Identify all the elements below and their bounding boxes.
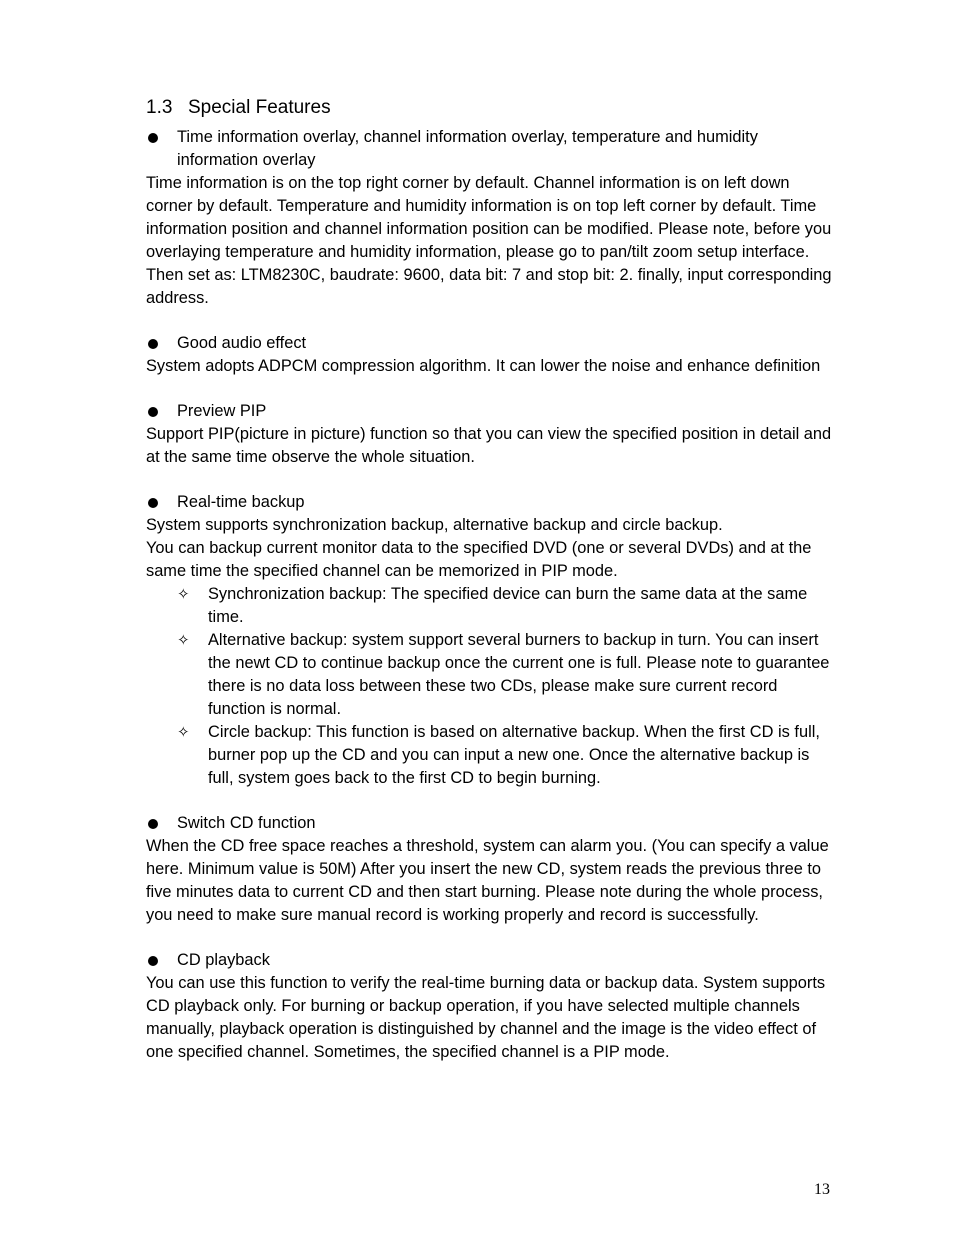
feature-description: System adopts ADPCM compression algorithm. It can lower the noise and enhance definition	[146, 357, 821, 375]
section-title: Special Features	[188, 97, 331, 118]
feature-bullet	[146, 400, 836, 423]
feature-description: System supports synchronization backup, alternative backup and circle backup.	[146, 516, 723, 534]
page-number: 13	[814, 1181, 830, 1198]
four-point-star-icon: ✧	[177, 585, 190, 603]
feature-description: You can backup current monitor data to the specified DVD (one or several DVDs) and at the same time the specified channel can be memorized in PIP mode.	[146, 539, 812, 580]
section-number: 1.3	[146, 97, 173, 118]
feature-bullet	[146, 949, 836, 972]
four-point-star-icon: ✧	[177, 631, 190, 649]
feature-bullet	[146, 812, 836, 835]
feature-title: Preview PIP	[177, 402, 267, 420]
feature-title: CD playback	[177, 951, 270, 969]
backup-subitem	[146, 583, 836, 629]
subitem-text: Synchronization backup: The specified device can burn the same data at the same time.	[208, 585, 808, 626]
feature-title: Real-time backup	[177, 493, 305, 511]
feature-bullet	[146, 126, 836, 172]
subitem-text: Circle backup: This function is based on alternative backup. When the first CD is full, burner pop up the CD and you can input a new one. Once the alternative backup is full, system goes back to the first CD to begin burning.	[208, 723, 820, 787]
bullet-icon	[148, 956, 158, 966]
feature-title: Switch CD function	[177, 814, 316, 832]
bullet-icon	[148, 498, 158, 508]
feature-description: You can use this function to verify the real-time burning data or backup data. System supports CD playback only. For burning or backup operation, if you have selected multiple channels manually, playback operation is distinguished by channel and the image is the video effect of one specified channel. Sometimes, the specified channel is a PIP mode.	[146, 974, 826, 1061]
bullet-icon	[148, 339, 158, 349]
section-heading	[146, 96, 836, 120]
feature-description: Support PIP(picture in picture) function so that you can view the specified position in detail and at the same time observe the whole situation.	[146, 425, 832, 466]
feature-title: Good audio effect	[177, 334, 307, 352]
four-point-star-icon: ✧	[177, 723, 190, 741]
feature-description: Time information is on the top right corner by default. Channel information is on left down corner by default. Temperature and humidity information is on top left corner by default. Time information position and channel information position can be modified. Please note, before you overlaying temperature and humidity information, please go to pan/tilt zoom setup interface. Then set as: LTM8230C, baudrate: 9600, data bit: 7 and stop bit: 2. finally, input corresponding address.	[146, 174, 832, 307]
backup-subitem	[146, 629, 836, 721]
feature-bullet	[146, 491, 836, 514]
bullet-icon	[148, 819, 158, 829]
bullet-icon	[148, 133, 158, 143]
feature-bullet	[146, 332, 836, 355]
bullet-icon	[148, 407, 158, 417]
subitem-text: Alternative backup: system support several burners to backup in turn. You can insert the newt CD to continue backup once the current one is full. Please note to guarantee there is no data loss between these two CDs, please make sure current record function is normal.	[208, 631, 830, 718]
feature-title: Time information overlay, channel information overlay, temperature and humidity information overlay	[177, 128, 758, 169]
feature-description: When the CD free space reaches a threshold, system can alarm you. (You can specify a value here. Minimum value is 50M) After you insert the new CD, system reads the previous three to five minutes data to current CD and then start burning. Please note during the whole process, you need to make sure manual record is working properly and record is successfully.	[146, 837, 829, 924]
backup-subitem	[146, 721, 836, 790]
document-page	[146, 96, 836, 1064]
